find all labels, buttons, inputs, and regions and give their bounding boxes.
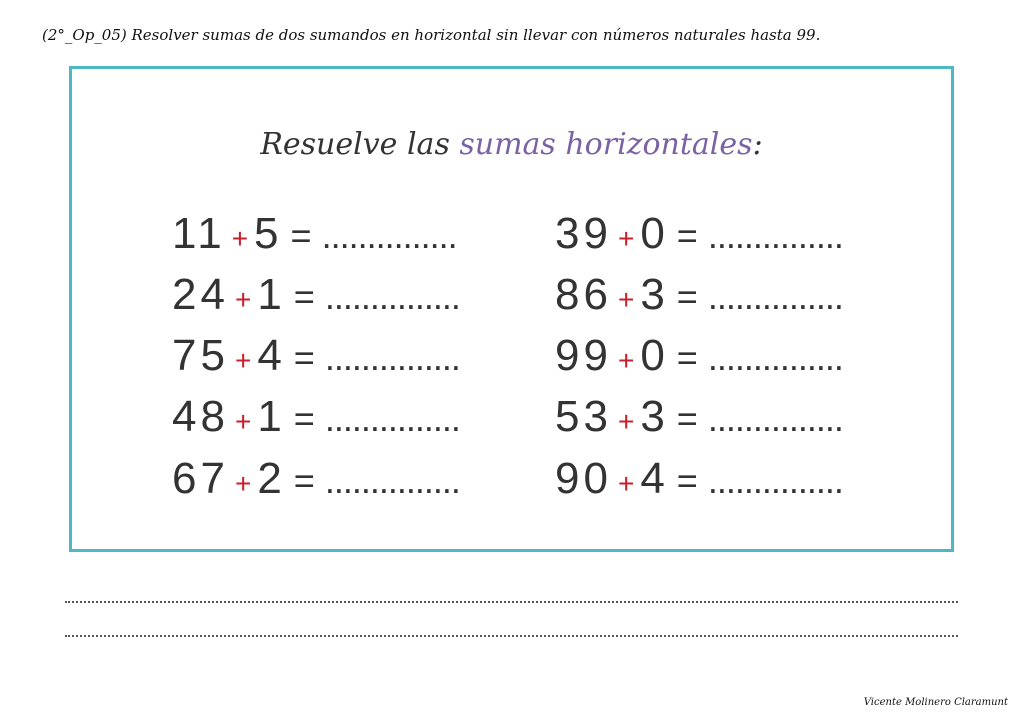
plus-sign: + (617, 468, 635, 499)
equals-sign: = (293, 398, 315, 439)
addend-a: 24 (172, 270, 229, 319)
equals-sign: = (293, 276, 315, 317)
answer-blank[interactable]: ............... (324, 276, 460, 317)
answer-blank[interactable]: ............... (707, 460, 843, 501)
answer-blank[interactable]: ............... (707, 398, 843, 439)
author: Vicente Molinero Claramunt (863, 697, 1008, 708)
equation-left-1 (172, 209, 457, 259)
equation-left-2 (172, 270, 460, 320)
equals-sign: = (676, 337, 698, 378)
equals-sign: = (293, 337, 315, 378)
addend-a: 90 (555, 454, 612, 503)
addend-a: 39 (555, 209, 612, 258)
plus-sign: + (234, 284, 252, 315)
addend-b: 4 (257, 331, 286, 380)
addend-b: 2 (257, 454, 286, 503)
title-highlight: sumas horizontales (459, 127, 753, 162)
equals-sign: = (676, 276, 698, 317)
plus-sign: + (234, 345, 252, 376)
plus-sign: + (234, 468, 252, 499)
answer-line-1[interactable] (65, 601, 958, 603)
answer-blank[interactable]: ............... (707, 337, 843, 378)
addend-a: 53 (555, 392, 612, 441)
answer-blank[interactable]: ............... (707, 215, 843, 256)
exercise-box (69, 66, 954, 552)
equation-left-5 (172, 454, 460, 504)
addend-b: 4 (640, 454, 669, 503)
plus-sign: + (234, 406, 252, 437)
addend-b: 5 (254, 209, 283, 258)
addend-b: 1 (257, 270, 286, 319)
answer-blank[interactable]: ............... (324, 337, 460, 378)
equals-sign: = (293, 460, 315, 501)
addend-a: 99 (555, 331, 612, 380)
exercise-title (72, 127, 951, 162)
plus-sign: + (617, 345, 635, 376)
answer-blank[interactable]: ............... (324, 460, 460, 501)
equals-sign: = (676, 398, 698, 439)
plus-sign: + (617, 223, 635, 254)
answer-blank[interactable]: ............... (324, 398, 460, 439)
addend-b: 3 (640, 270, 669, 319)
addend-a: 48 (172, 392, 229, 441)
title-colon: : (752, 127, 763, 162)
plus-sign: + (617, 406, 635, 437)
equals-sign: = (676, 460, 698, 501)
equals-sign: = (676, 215, 698, 256)
equation-right-1 (555, 209, 843, 259)
equals-sign: = (290, 215, 312, 256)
addend-b: 0 (640, 331, 669, 380)
addend-b: 3 (640, 392, 669, 441)
plus-sign: + (617, 284, 635, 315)
exercise-header: (2°_Op_05) Resolver sumas de dos sumandos en horizontal sin llevar con números naturales hasta 99. (42, 26, 821, 44)
addend-a: 11 (172, 209, 226, 258)
answer-blank[interactable]: ............... (707, 276, 843, 317)
answer-line-2[interactable] (65, 635, 958, 637)
equation-right-3 (555, 331, 843, 381)
title-text: Resuelve las (260, 127, 460, 162)
equation-right-4 (555, 392, 843, 442)
addend-a: 86 (555, 270, 612, 319)
addend-a: 67 (172, 454, 229, 503)
addend-a: 75 (172, 331, 229, 380)
answer-blank[interactable]: ............... (321, 215, 457, 256)
equation-left-4 (172, 392, 460, 442)
equation-left-3 (172, 331, 460, 381)
addend-b: 0 (640, 209, 669, 258)
equation-right-5 (555, 454, 843, 504)
plus-sign: + (231, 223, 249, 254)
addend-b: 1 (257, 392, 286, 441)
equation-right-2 (555, 270, 843, 320)
